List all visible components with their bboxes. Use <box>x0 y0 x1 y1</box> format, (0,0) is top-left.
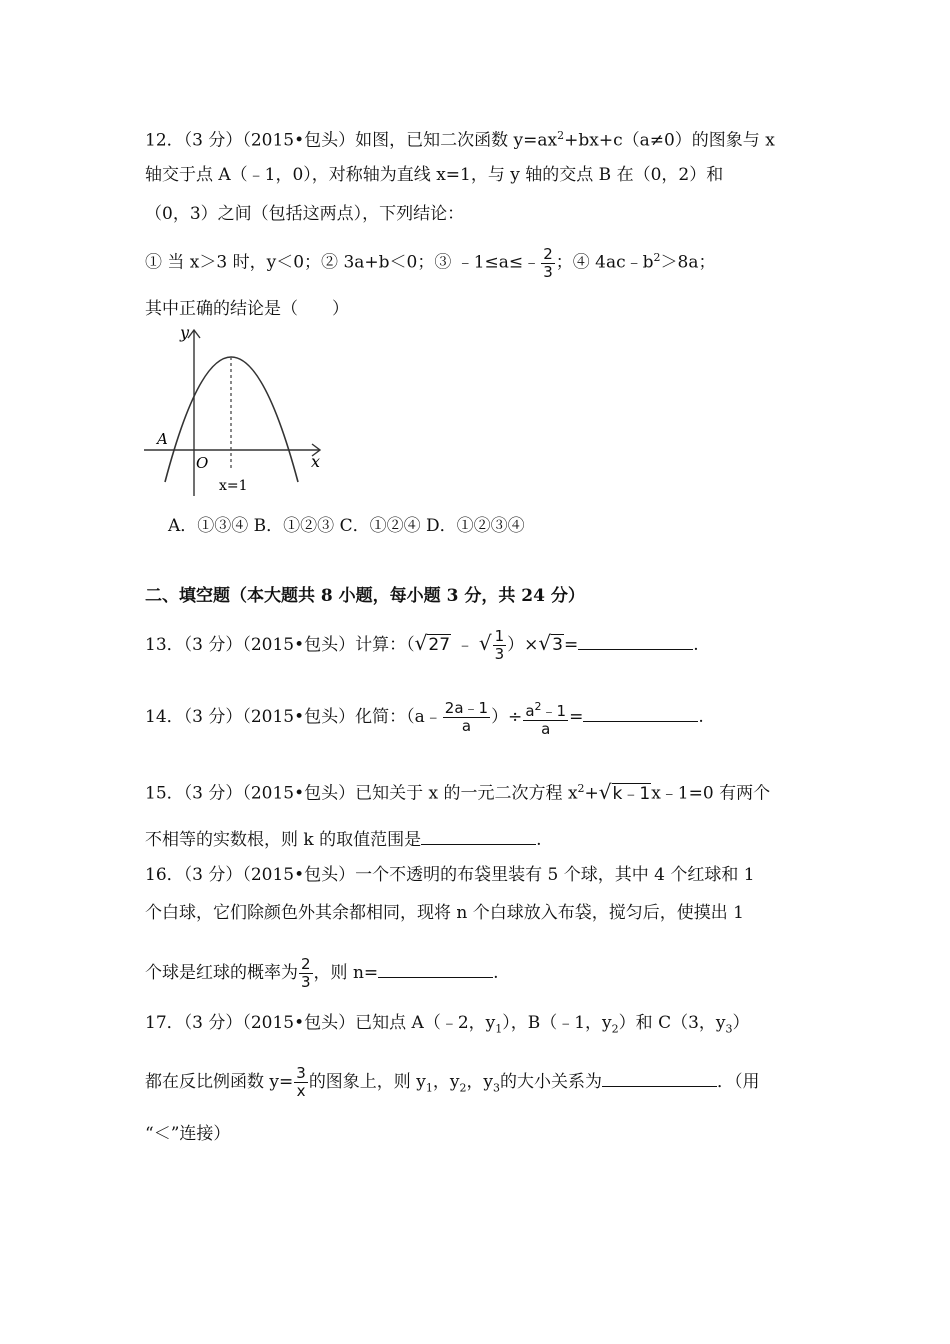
q12-frac-num: 2 <box>543 244 553 263</box>
q12-fraction <box>541 246 555 281</box>
q14-frac2-sup: 2 <box>534 699 542 713</box>
q17-line3: “＜”连接） <box>145 1124 231 1144</box>
q14-frac2-num-rest: ﹣1 <box>541 701 567 720</box>
q15-end: . <box>536 830 542 850</box>
q14-frac1-num: 2a﹣1 <box>444 699 489 717</box>
q17-line1 <box>145 1011 750 1041</box>
q14-frac2-num <box>523 698 568 721</box>
q14-answer-blank[interactable] <box>583 705 698 722</box>
q14-line <box>145 697 704 738</box>
section2-title: 二、填空题（本大题共 8 小题，每小题 3 分，共 24 分） <box>145 586 585 606</box>
q12-line1-text-b: +bx+c（a≠0）的图象与 x <box>564 130 775 151</box>
q17-answer-blank[interactable] <box>602 1070 717 1087</box>
q16-frac-den: 3 <box>301 973 311 991</box>
q16-line3-text: 个球是红球的概率为 <box>145 963 298 983</box>
q13-root-3: √3 <box>538 631 563 655</box>
q12-line3: （0，3）之间（包括这两点），下列结论： <box>145 204 465 224</box>
q14-mid: ）÷ <box>491 707 523 727</box>
q17-comma-2: ，y <box>466 1072 494 1092</box>
q13-suffix: ）× <box>507 635 539 655</box>
q17-sub-y2: 2 <box>459 1081 467 1095</box>
y-axis-label: y <box>180 323 190 342</box>
q17-sub-y3: 3 <box>493 1081 501 1095</box>
q12-frac-den: 3 <box>543 262 553 281</box>
q14-frac2-den: a <box>541 719 551 738</box>
q17-line1-c: ）和 C（3，y <box>618 1013 726 1033</box>
q13-root-27: √27 <box>414 631 451 655</box>
q14-frac2-num-base: a <box>525 701 535 720</box>
q17-frac-den: x <box>296 1082 306 1100</box>
q14-fraction-1 <box>443 700 490 735</box>
point-a-label: A <box>157 430 168 448</box>
q12-prompt: 其中正确的结论是（ ） <box>145 299 349 319</box>
q17-frac-num: 3 <box>296 1064 306 1082</box>
symmetry-axis-label: x=1 <box>219 478 248 494</box>
q17-sub-1: 1 <box>495 1022 503 1036</box>
q16-line3 <box>145 953 499 993</box>
q16-answer-blank[interactable] <box>378 961 493 978</box>
q12-line2: 轴交于点 A（﹣1，0），对称轴为直线 x=1，与 y 轴的交点 B 在（0，2）和 <box>145 165 724 185</box>
q14-prefix: 14．（3 分）（2015•包头）化简：（a﹣ <box>145 707 442 727</box>
q15-line1-text-b: x﹣1=0 有两个 <box>651 783 771 804</box>
x-axis-label: x <box>311 452 321 471</box>
q17-line1-d: ） <box>732 1013 750 1033</box>
q12-options: A．①③④ B．①②③ C．①②④ D．①②③④ <box>168 516 525 536</box>
q15-line1-text: 15．（3 分）（2015•包头）已知关于 x 的一元二次方程 x <box>145 783 578 804</box>
q17-line2-b: 的图象上，则 y <box>308 1072 426 1092</box>
q15-plus: + <box>584 783 599 804</box>
q17-line2-c: 的大小关系为 <box>500 1072 603 1092</box>
q13-root-frac: √ $\frac{1}{3}$ <box>478 626 505 663</box>
q13-frac-num: 1 <box>494 626 505 645</box>
q17-line2-a: 都在反比例函数 y= <box>145 1072 294 1092</box>
q12-sup2: 2 <box>653 251 661 264</box>
q13-fraction <box>493 628 507 663</box>
q13-root-3-value: 3 <box>552 635 563 655</box>
q12-sup: 2 <box>557 129 565 142</box>
q13-minus: ﹣ <box>451 635 479 655</box>
q16-line3-text-b: ，则 n= <box>313 963 379 983</box>
q16-frac-num: 2 <box>301 955 311 973</box>
q14-fraction-2 <box>523 698 568 738</box>
q17-line1-a: 17．（3 分）（2015•包头）已知点 A（﹣2，y <box>145 1013 496 1033</box>
q17-sub-y1: 1 <box>425 1081 433 1095</box>
q15-root: √k﹣1 <box>598 779 651 804</box>
q14-equals: = <box>569 707 584 727</box>
q12-cond-c: ＞8a； <box>660 252 716 273</box>
q13-answer-blank[interactable] <box>578 633 693 650</box>
q17-comma-1: ，y <box>432 1072 460 1092</box>
q15-answer-blank[interactable] <box>421 828 536 845</box>
q13-root-27-value: 27 <box>428 635 451 655</box>
q15-line2-text: 不相等的实数根，则 k 的取值范围是 <box>145 830 422 850</box>
q13-equals: = <box>563 635 579 655</box>
q12-line1 <box>145 124 775 153</box>
q17-sub-3: 3 <box>725 1022 733 1036</box>
q17-sub-2: 2 <box>611 1022 619 1036</box>
origin-label: O <box>196 454 209 472</box>
q17-line1-b: ），B（﹣1，y <box>502 1013 612 1033</box>
q14-end: . <box>698 707 704 727</box>
q17-line2 <box>145 1062 760 1108</box>
q12-conditions <box>145 240 715 281</box>
q15-root-value: k﹣1 <box>612 783 651 804</box>
q17-fraction <box>294 1065 308 1100</box>
q12-line1-text: 12．（3 分）（2015•包头）如图，已知二次函数 y=ax <box>145 130 558 151</box>
q12-cond-a: ① 当 x＞3 时，y＜0；② 3a+b＜0；③ ﹣1≤a≤﹣ <box>145 252 541 273</box>
q15-line1 <box>145 773 770 810</box>
q15-sup: 2 <box>577 782 585 795</box>
q12-cond-b: ；④ 4ac﹣b <box>555 252 654 273</box>
parabola-graph <box>140 322 340 502</box>
q16-line1: 16．（3 分）（2015•包头）一个不透明的布袋里装有 5 个球，其中 4 个红球和 1 <box>145 865 755 885</box>
q14-frac1-den: a <box>461 717 472 735</box>
q16-fraction <box>299 956 313 991</box>
q13-frac-den: 3 <box>494 644 505 663</box>
q13-end: . <box>693 635 699 655</box>
q13-prefix: 13．（3 分）（2015•包头）计算：（ <box>145 635 415 655</box>
q17-line2-d: ．（用 <box>717 1072 760 1092</box>
q13-line <box>145 625 699 663</box>
q15-line2 <box>145 828 542 852</box>
q16-end: . <box>493 963 499 983</box>
q16-line2: 个白球，它们除颜色外其余都相同，现将 n 个白球放入布袋，搅匀后，使摸出 1 <box>145 903 744 923</box>
